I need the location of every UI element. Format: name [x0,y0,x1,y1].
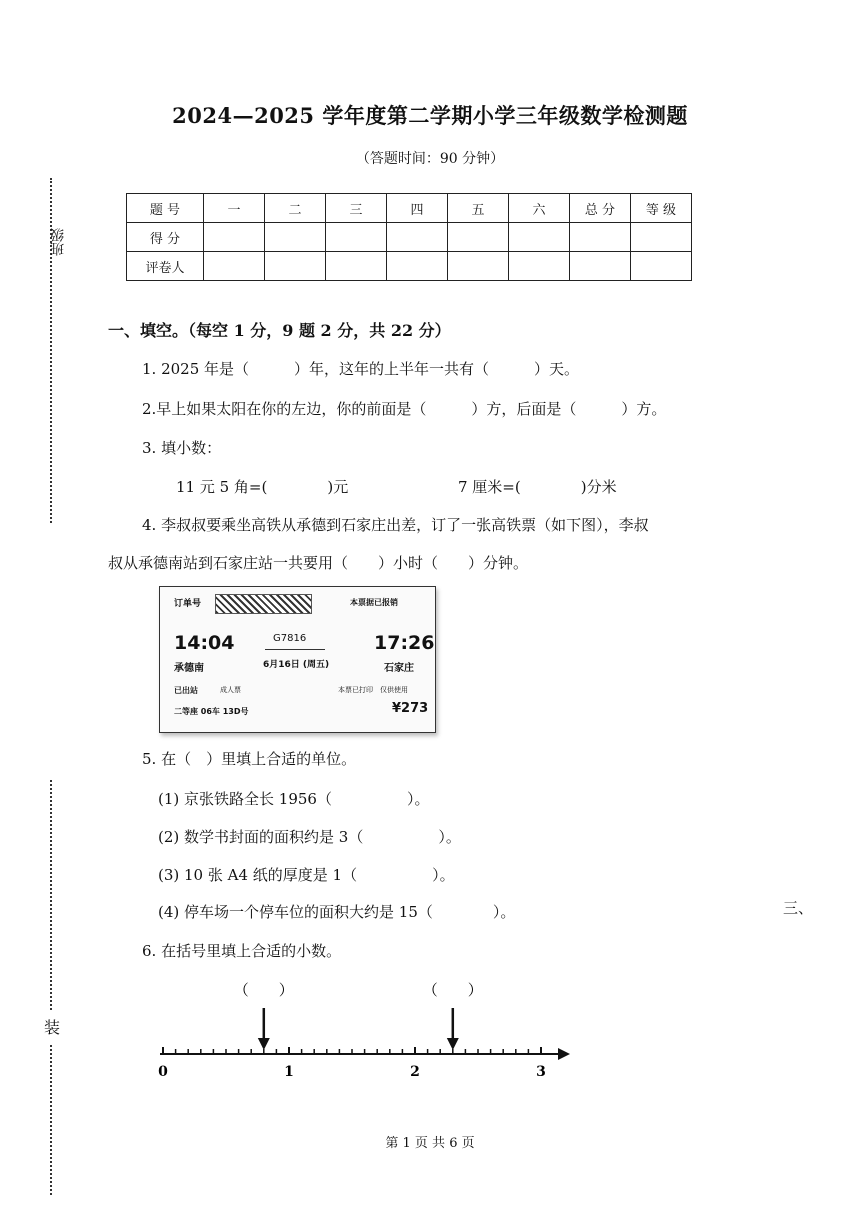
score-row-label: 得 分 [127,223,204,252]
score-cell[interactable] [631,223,692,252]
question-3b: 7 厘米=( )分米 [458,478,617,496]
question-5-3: (3) 10 张 A4 纸的厚度是 1（ ）。 [158,866,455,884]
down-arrow-icon [447,1038,459,1050]
question-4-line2: 叔从承德南站到石家庄站一共要用（ ）小时（ ）分钟。 [108,554,529,572]
answer-blank: （ ） [233,981,294,999]
question-5-2: (2) 数学书封面的面积约是 3（ ）。 [158,828,461,846]
binding-dotted-line-bottom [50,1045,52,1195]
table-header-cell: 三 [326,194,387,223]
score-cell[interactable] [265,223,326,252]
ticket-seat: 二等座 06车 13D号 [174,707,249,716]
question-5: 5. 在（ ）里填上合适的单位。 [142,750,357,768]
grader-row-label: 评卷人 [127,252,204,281]
binding-dotted-line-middle [50,780,52,1010]
number-line-label: 0 [158,1064,168,1080]
table-header-cell: 总 分 [570,194,631,223]
ticket-notes: 本票已打印 仅供使用 [338,686,408,694]
down-arrow-icon [258,1038,270,1050]
ticket-status: 已出站 [174,686,198,695]
table-header-cell: 题 号 [127,194,204,223]
margin-section-marker: 三、 [783,899,814,917]
grader-cell[interactable] [509,252,570,281]
ticket-order-label: 订单号 [174,599,202,609]
margin-class-label: 班级 [50,228,66,256]
grader-cell[interactable] [387,252,448,281]
grader-cell[interactable] [448,252,509,281]
ticket-date: 6月16日 (周五) [263,660,330,670]
page-subtitle: （答题时间：90 分钟） [355,151,505,167]
table-header-cell: 二 [265,194,326,223]
grader-cell[interactable] [204,252,265,281]
margin-binding-label: 装 [44,1018,61,1037]
number-line-label: 1 [284,1064,294,1080]
ticket-depart-time: 14:04 [174,632,235,654]
question-3: 3. 填小数： [142,439,222,457]
score-table-row [127,223,692,252]
page-footer: 第 1 页 共 6 页 [385,1136,475,1151]
ticket-route-line [265,649,325,650]
score-table-row [127,252,692,281]
ticket-redacted-order-number [215,594,312,614]
table-header-cell: 一 [204,194,265,223]
score-table [126,193,692,281]
grader-cell[interactable] [570,252,631,281]
ticket-price: ¥273 [392,701,429,716]
score-cell[interactable] [387,223,448,252]
score-table-header-row [127,194,692,223]
grader-cell[interactable] [631,252,692,281]
question-6: 6. 在括号里填上合适的小数。 [142,942,342,960]
score-cell[interactable] [509,223,570,252]
question-3a: 11 元 5 角=( )元 [176,478,349,496]
score-cell[interactable] [570,223,631,252]
score-cell[interactable] [326,223,387,252]
ticket-passenger-type: 成人票 [220,686,241,694]
table-header-cell: 五 [448,194,509,223]
question-4-line1: 4. 李叔叔要乘坐高铁从承德到石家庄出差，订了一张高铁票（如下图），李叔 [142,516,649,534]
table-header-cell: 四 [387,194,448,223]
question-2: 2.早上如果太阳在你的左边，你的前面是（ ）方，后面是（ ）方。 [142,400,667,418]
ticket-arrive-time: 17:26 [374,632,435,654]
number-line-arrowhead [558,1048,570,1060]
answer-blank: （ ） [422,981,483,999]
number-line-label: 3 [536,1064,546,1080]
question-5-1: (1) 京张铁路全长 1956（ ）。 [158,790,430,808]
train-ticket [159,586,436,733]
table-header-cell: 六 [509,194,570,223]
score-cell[interactable] [448,223,509,252]
table-header-cell: 等 级 [631,194,692,223]
number-line-label: 2 [410,1064,420,1080]
score-cell[interactable] [204,223,265,252]
ticket-reimbursed-label: 本票据已报销 [350,598,398,607]
question-1: 1. 2025 年是（ ）年，这年的上半年一共有（ ）天。 [142,360,580,378]
ticket-train-number: G7816 [273,633,307,644]
grader-cell[interactable] [265,252,326,281]
number-line [150,975,590,1085]
question-5-4: (4) 停车场一个停车位的面积大约是 15（ ）。 [158,903,516,921]
section-heading: 一、填空。（每空 1 分，9 题 2 分，共 22 分） [108,321,451,340]
grader-cell[interactable] [326,252,387,281]
ticket-from-station: 承德南 [174,663,204,674]
ticket-to-station: 石家庄 [384,663,414,674]
page-title: 2024—2025 学年度第二学期小学三年级数学检测题 [172,103,688,128]
